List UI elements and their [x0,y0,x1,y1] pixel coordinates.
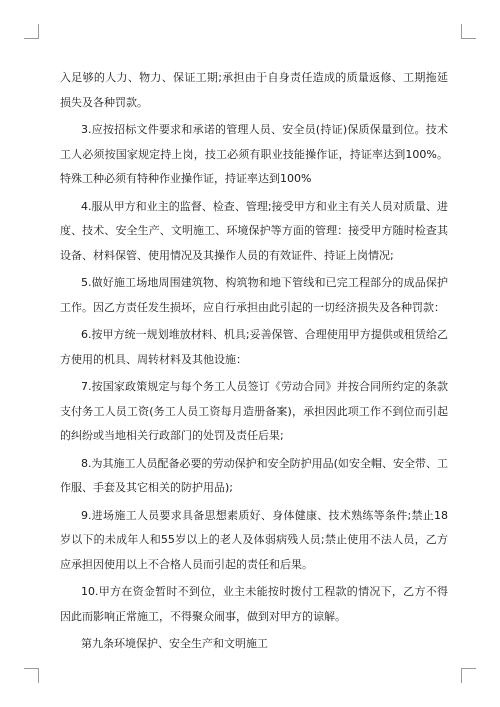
crop-mark-bottom-left [38,668,39,683]
crop-mark-bottom-right [461,668,462,683]
paragraph-item-5: 5.做好施工场地周围建筑物、构筑物和地下管线和已完工程部分的成品保护工作。因乙方责任发生损坏，应自行承担由此引起的一切经济损失及各种罚款： [60,276,448,314]
crop-mark-top-left [38,24,39,39]
crop-mark-bottom-left [24,668,39,669]
document-body [60,66,448,660]
paragraph-item-3: 3.应按招标文件要求和承诺的管理人员、安全员(持证)保质保量到位。技术工人必须按国家规定持上岗，技工必须有职业技能操作证，持证率达到100%。特殊工种必须有特种作业操作证，持证率达到100% [60,123,448,185]
paragraph-item-9: 9.进场施工人员要求具备思想素质好、身体健康、技术熟练等条件;禁止18岁以下的未成年人和55岁以上的老人及体弱病残人员;禁止使用不法人员，乙方应承担因使用以上不合格人员而引起的责任和后果。 [60,508,448,571]
paragraph-item-6: 6.按甲方统一规划堆放材料、机具;妥善保管、合理使用甲方提供或租赁给乙方使用的机具、周转材料及其他设施： [60,328,448,366]
paragraph-item-10: 10.甲方在资金暂时不到位，业主未能按时拨付工程款的情况下，乙方不得因此而影响正常施工，不得聚众闹事，做到对甲方的谅解。 [60,585,448,623]
paragraph-item-8: 8.为其施工人员配备必要的劳动保护和安全防护用品(如安全帽、安全带、工作服、手套及其它相关的防护用品); [60,456,448,494]
paragraph-continuation: 入足够的人力、物力、保证工期;承担由于自身责任造成的质量返修、工期拖延损失及各种罚款。 [60,71,448,109]
paragraph-item-7: 7.按国家政策规定与每个务工人员签订《劳动合同》并按合同所约定的条款支付务工人员工资(务工人员工资每月造册备案)，承担因此项工作不到位而引起的纠纷或当地相关行政部门的处罚及责任后果; [60,380,448,442]
crop-mark-top-right [461,38,476,39]
crop-mark-top-right [461,24,462,39]
crop-mark-bottom-right [461,668,476,669]
section-heading: 第九条环境保护、安全生产和文明施工 [81,637,268,650]
paragraph-item-4: 4.服从甲方和业主的监督、检查、管理;接受甲方和业主有关人员对质量、进度、技术、安全生产、文明施工、环境保护等方面的管理：接受甲方随时检查其设备、材料保管、使用情况及其操作人员的有效证件、持证上岗情况; [60,199,448,262]
crop-mark-top-left [24,38,39,39]
